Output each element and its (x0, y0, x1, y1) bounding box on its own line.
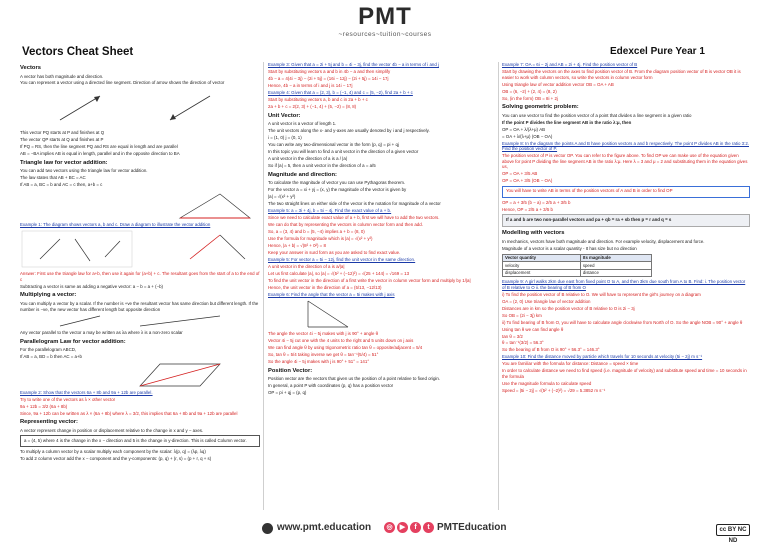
section-heading: Parallelogram Law for vector addition: (20, 338, 126, 345)
answer-text: Start by substituting vectors a and b in 4b − a and then simplify (268, 68, 391, 74)
document-title: Vectors Cheat Sheet (22, 46, 134, 58)
course-title: Edexcel Pure Year 1 (610, 46, 705, 57)
table-cell: distance (580, 269, 651, 277)
answer-text: We can do that by representing the vectors in column vector form and then add. (268, 221, 423, 227)
answer-text: We can find angle θ by using trigonometric ratio tan θ = opposite/adjacent = 5/4 (268, 345, 423, 351)
answer-text: Using triangle law of vector addition vector OB = OA + AB (502, 81, 614, 87)
paragraph: You can represent a vector using a directed line segment. Direction of arrow shows the direction of vector (20, 80, 225, 86)
example-heading: Example 5: a = 3i + 4j, b = 5i − 4j. Find the exact value of a + b. (268, 207, 392, 213)
section-heading: Unit Vector: (268, 112, 301, 119)
note-text: You will have to write AB in terms of the position vectors of A and B in order to find OP (506, 188, 673, 194)
vector-quantity-table (502, 254, 652, 278)
answer-text: OP = OA + 3/5 (OB − OA) (502, 178, 553, 184)
answer-text: Use the formula for magnitude which is |a| = √(x² + y²) (268, 235, 373, 241)
paragraph: In this topic you will learn to find a unit vector in the direction of a given vector (268, 148, 419, 154)
pmt-logo (300, 3, 470, 43)
section-heading: Triangle law for vector addition: (20, 159, 108, 166)
column-right (502, 62, 750, 512)
triangle-law-diagram (20, 190, 258, 220)
paragraph: OP = OA + λ/(λ+μ) AB (502, 126, 546, 132)
paragraph: A unit vector is a vector of length 1. (268, 121, 337, 126)
paragraph: To calculate the magnitude of vector you can use Pythagoras theorem. (268, 180, 406, 185)
section-heading: Solving geometric problem: (502, 104, 579, 111)
paragraph: This vector PQ starts at P and finishes at Q (20, 130, 105, 136)
paragraph: Position vector are the vectors that given us the position of a point relative to fixed origin. (268, 376, 441, 382)
answer-text: 2a + b + c = 2(2, 3) + (−1, 4) + (5, −2) = (8, 8) (268, 103, 357, 109)
section-heading: Representing vector: (20, 419, 78, 426)
paragraph: In mechanics, vectors have both magnitude and direction. For example velocity, displacement and force. (502, 238, 705, 244)
answer-text: Answer: First use the triangle law for a+b, then use it again for (a+b) + c. The resultant goes from the start of a to the end of c (20, 271, 260, 282)
paragraph: If AB = a, BC = b and AC = c then, a+b = c (20, 182, 103, 188)
section-heading: Vectors (20, 65, 41, 71)
paragraph: OP = pi + qj = (p, q) (268, 390, 307, 396)
answer-text: OP = a + 3/5 (b − a) = 2/5 a + 3/5 b (502, 199, 571, 205)
example-heading: Example 4: Given that a = (2, 3), b = (−1, 4) and c = (5, −2), find 2a + b + c (268, 89, 413, 95)
website-link[interactable]: www.pmt.education (277, 522, 372, 533)
section-heading: Multiplying a vector: (20, 292, 77, 299)
answer-text: Let us first calculate |a|, so |a| = √(5² + (−12)²) = √(25 + 144) = √169 = 13 (268, 270, 410, 276)
example-heading: Example 9: A girl walks 2km due east from fixed point O to A, and then 3km due south from A to B. Find: i. The position vector of B relative to O ii. the bearing of B from O (502, 279, 746, 290)
answer-text: Keep your answer in surd form as you are asked to find exact value. (268, 249, 401, 255)
paragraph: In general, a point P with coordinates (p, q) has a position vector (268, 383, 394, 389)
answer-text: Use the magnitude formula to calculate speed (502, 381, 592, 386)
parallelogram-diagram (20, 362, 258, 388)
twitter-icon[interactable]: t (423, 522, 434, 533)
paragraph: If PQ = RS, then the line segment PQ and RS are equal in length and are parallel (20, 144, 178, 150)
paragraph: i = (1, 0) j = (0, 1) (268, 134, 302, 140)
answer-text: Start by substituting vectors a, b and c in 2a + b + c (268, 96, 368, 102)
paragraph: If the point P divides the line segment AB in the ratio λ:μ, then (502, 119, 632, 125)
paragraph: A vector represent change in position or displacement relative to the change in x and y − axes. (20, 427, 204, 433)
table-header-row (503, 254, 652, 262)
example-heading: Example 5: For vector a = 5i − 12j, find the unit vector in the same direction. (268, 256, 416, 262)
paragraph: The law states that AB + BC = AC (20, 175, 86, 181)
facebook-icon[interactable]: f (410, 522, 421, 533)
answer-text: OP = OA + 3/5 AB (502, 171, 538, 177)
paragraph: Magnitude of a vector is a scalar quantity - It has size but no direction (502, 245, 637, 251)
answer-text: The position vector of P is vector OP. You can refer to the figure above. To find OP we can make use of the equation given above for point P dividing the line segment AB in the ratio λ:μ. Here λ = 3 and μ = 2 and substituting them in the equation gives us, (502, 153, 748, 170)
column-divider (263, 62, 264, 510)
answer-text: OA = (2, 0) Use triangle law of vector addition (502, 298, 591, 304)
column-vector-box (20, 435, 260, 447)
youtube-icon[interactable]: ▶ (397, 522, 408, 533)
paragraph: A vector has both magnitude and direction. (20, 73, 104, 79)
paragraph: The unit vectors along the x- and y-axes are usually denoted by i and j respectively. (268, 127, 430, 133)
paragraph: Subtracting a vector is same as adding a negative vector: a − b = a + (−b) (20, 283, 164, 289)
answer-text: Distances are in km so the position vector of B relative to O is 2i − 3j (502, 305, 635, 311)
column-divider (498, 62, 499, 510)
paragraph: If AB = a, BD = b then AC = a+b (20, 354, 82, 360)
paragraph: The two straight lines on either side of the vector is the notation for magnitude of a vector (268, 200, 441, 206)
answer-text: So the bearing of B from O is 90° + 56.3° = 146.3° (502, 347, 600, 353)
example-heading: Example 6: Find the angle that the vector a = 5i makes with j axis (268, 291, 395, 297)
instagram-icon[interactable]: ◎ (384, 522, 395, 533)
paragraph: For the parallelogram ABCD, (20, 347, 77, 353)
table-header: Its magnitude (580, 254, 651, 262)
table-row (503, 262, 652, 270)
answer-text: In order to calculate distance we need to find speed (i.e. magnitude of velocity) and substitute speed and time = 10 seconds in the formula (502, 368, 747, 380)
answer-text: So the angle 4i − 5j makes with j is 90° + 51° = 141° (268, 359, 370, 365)
page-header (0, 0, 768, 44)
key-result-text: If a and b are two non-parallel vectors and pa + qb = ra + sb then p = r and q = s (506, 217, 672, 223)
answer-text: So, a = (3, 4) and b = (5, −4) implies a + b = (8, 0) (268, 228, 365, 234)
answer-text: The angle the vector 4i − 5j makes with j is 90° + angle θ (268, 331, 379, 337)
answer-text: Hence, the unit vector in the direction of a = (5/13, −12/13) (268, 284, 382, 290)
paragraph: = OA + λ/(λ+μ) (OB − OA) (502, 133, 553, 139)
example1-diagram (20, 229, 258, 269)
answer-text: 4b − a = 4(4i − 3j) − (2i + 5j) = (16i − 12j) − (2i + 5j) = 14i − 17j (268, 75, 389, 81)
box-text: a = (4, 5) where 4 is the change in the x − direction and 5 is the change in y-direction. This is called Column vector. (24, 437, 247, 443)
paragraph: To add 2 column vector add the x − component and the y-components: (p, q) + (r, s) = (p + r, q + s) (20, 456, 212, 462)
answer-text: Using tan θ we can find angle θ (502, 326, 564, 332)
paragraph: |a| = √(x² + y²) (268, 193, 296, 199)
table-cell: displacement (503, 269, 581, 277)
example-heading: Example 2: Show that the vectors 6a + 8b and 9a + 12b are parallel. (20, 389, 153, 395)
answer-text: 9a + 12b = 3/2 (6a + 8b) (20, 403, 68, 409)
answer-text: θ = tan⁻¹(3/2) = 56.3° (502, 340, 544, 346)
answer-text: You are familiar with the formula for distance: Distance = speed × time (502, 361, 639, 367)
answer-text: Vector 4i − 5j cut one with the 4 units to the right and 5 units down on j axis (268, 338, 414, 344)
example-heading: Example 7: OA = 6i − 2j and AB = 2i + 4j. Find the position vector of B (502, 62, 638, 67)
paragraph: You can use vector to find the position vector of a point that divides a line segment in a given ratio (502, 112, 692, 118)
answer-text: ii) To find bearing of B from O, you will have to calculate angle clockwise from North of O. So the angle NOB = 90° + angle θ (502, 319, 743, 325)
answer-text: Hence, |a + b| = √(8² + 0²) = 8 (268, 242, 326, 248)
answer-text: Hence, 4b − a in terms of i and j is 14i − 17j (268, 82, 353, 88)
example-heading: Example 8: In the diagram the points A and B have position vectors a and b respectively. The point P divides AB in the ratio 3:2. Find the position vector of P. (502, 140, 749, 152)
section-heading: Magnitude and direction: (268, 171, 337, 178)
column-middle (268, 62, 496, 512)
angle-diagram (268, 299, 494, 329)
paragraph: Any vector parallel to the vector a may be written as λa where λ is a non-zero scalar (20, 330, 183, 336)
answer-text: tan θ = 3/2 (502, 333, 523, 339)
note-box (502, 186, 750, 198)
answer-text: A unit vector in the direction of a is a/|a| (268, 263, 345, 269)
answer-text: So OB = (2i − 3j) km (502, 312, 542, 318)
social-handle: PMTEducation (437, 522, 507, 533)
example-heading: Example 10: Find the distance moved by particle which travels for 10 seconds at velocity (5i − 2j) m s⁻¹ (502, 354, 703, 360)
answer-text: Try to write one of the vectors as λ × other vector (20, 396, 116, 402)
answer-text: So, tan θ = 5/4 taking inverse we get θ = tan⁻¹(5/4) = 51° (268, 352, 379, 358)
paragraph: So if |a| = 5, then a unit vector in the direction of a = a/5 (268, 162, 376, 168)
answer-text: Start by drawing the vectors on the axes to find position vector of B. From the diagram position vector of B is vector OB it is easier to work with column vectors, so write the vectors in column vector form (502, 68, 741, 80)
example-heading: Example 1: The diagram shows vectors a, b and c. Draw a diagram to illustrate the vector addition (20, 221, 211, 227)
table-cell: velocity (503, 262, 581, 270)
answer-text: OB = (6, −2) + (2, 4) = (8, 2) (502, 88, 557, 94)
logo-text: PMT (358, 3, 412, 30)
section-heading: Position Vector: (268, 367, 313, 374)
paragraph: To multiply a column vector by a scalar multiply each component by the scalar: λ(p, q) = (λp, λq) (20, 449, 206, 455)
example-heading: Example 3: Given that a = 2i + 5j and b = 4i − 3j, find the vector 4b − a in terms of i and j (268, 62, 439, 67)
vector-diagram (20, 88, 258, 128)
creative-commons-badge: cc BY NC ND (716, 524, 750, 536)
answer-text: So, (in the form) OB = 8i + 2j (502, 95, 558, 101)
paragraph: You can multiply a vector by a scalar. If the number is +ve the resultant vector has same direction but different length. If the number is −ve, the new vector has different length but opposite direction (20, 300, 259, 312)
paragraph: You can add two vectors using the triangle law for vector addition. (20, 168, 148, 174)
paragraph: You can write any two-dimensional vector in the form (p, q) = pi + qj (268, 141, 399, 147)
paragraph: The vector QP starts at Q and finishes at P (20, 137, 104, 143)
answer-text: i) To find the position vector of B relative to O. We will have to represent the girl's journey on a diagram (502, 291, 701, 297)
column-left (20, 62, 260, 512)
logo-tagline: ~resources~tuition~courses (338, 31, 432, 38)
paragraph: AB = −BA implies AB is equal in length, parallel and in the opposite direction to BA (20, 151, 180, 157)
key-result-box (502, 214, 750, 227)
table-cell: speed (580, 262, 651, 270)
answer-text: Since, 9a + 12b can be written as λ × (6a + 8b) where λ = 3/2, this implies that 6a + 8b and 9a + 12b are parallel (20, 410, 238, 416)
answer-text: Since we need to calculate exact value of a + b, first we will have to add the two vectors. (268, 214, 440, 220)
table-row (503, 269, 652, 277)
paragraph: For the vector a = xi + yj = (x, y) the magnitude of the vector is given by (268, 186, 407, 192)
paragraph: A unit vector in the direction of a is a / |a| (268, 155, 347, 161)
page-footer (0, 518, 768, 543)
section-heading: Modelling with vectors (502, 230, 565, 237)
answer-text: Hence, OP = 2/5 a + 3/5 b (502, 206, 553, 212)
table-header: Vector quantity (503, 254, 581, 262)
globe-icon (262, 523, 273, 534)
answer-text: To find the unit vector in the direction of a first write the vector in column vector form and multiply by 1/|a| (268, 277, 471, 283)
scalar-multiply-diagram (20, 314, 258, 328)
answer-text: Speed = |5i − 2j| = √(5² + (−2)²) = √29 = 5.3852 m s⁻¹ (502, 387, 606, 393)
